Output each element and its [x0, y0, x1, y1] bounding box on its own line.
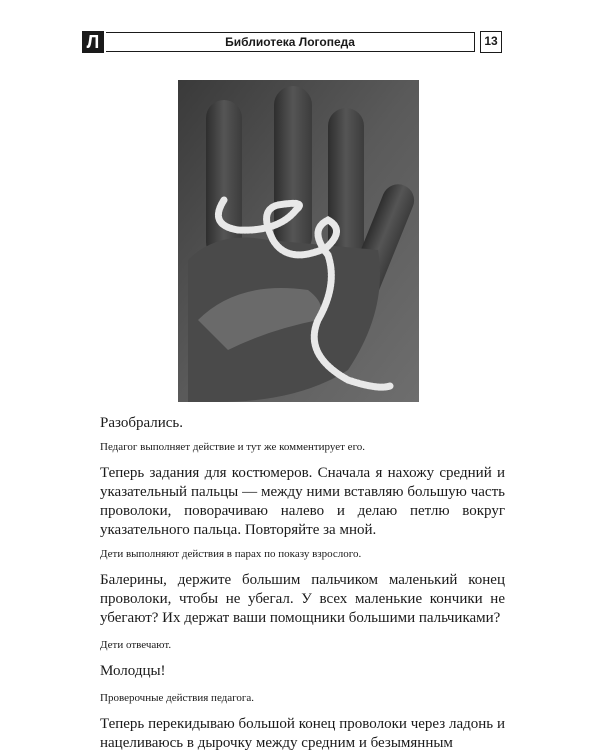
page-number: 13 — [480, 31, 502, 53]
series-logo: Л — [82, 31, 104, 53]
page-text — [100, 414, 505, 753]
teacher-note: Дети выполняют действия в парах по показу взрослого. — [100, 548, 362, 560]
teacher-note: Дети отвечают. — [100, 639, 172, 651]
main-paragraph: Теперь задания для костюмеров. Сначала я нахожу средний и указательный пальцы — между ними вставляю большую часть проволоки, поворачиваю налево и делаю петлю вокруг указательного пальца. Повторяйте за мной. — [100, 465, 505, 538]
main-paragraph: Разобрались. — [100, 415, 184, 431]
page-header — [82, 31, 502, 57]
main-paragraph: Молодцы! — [100, 663, 166, 679]
hand-with-wire-photo — [178, 80, 419, 402]
main-paragraph: Балерины, держите большим пальчиком маленький конец проволоки, чтобы не убегал. У всех маленькие кончики не убегают? Их держат ваши помощники большими пальчиками? — [100, 572, 505, 626]
main-paragraph: Теперь перекидываю большой конец проволоки через ладонь и нацеливаюсь в дырочку между средним и безымянным — [100, 716, 505, 751]
teacher-note: Проверочные действия педагога. — [100, 692, 255, 704]
running-title: Библиотека Логопеда — [106, 32, 475, 52]
teacher-note: Педагог выполняет действие и тут же комментирует его. — [100, 441, 366, 453]
